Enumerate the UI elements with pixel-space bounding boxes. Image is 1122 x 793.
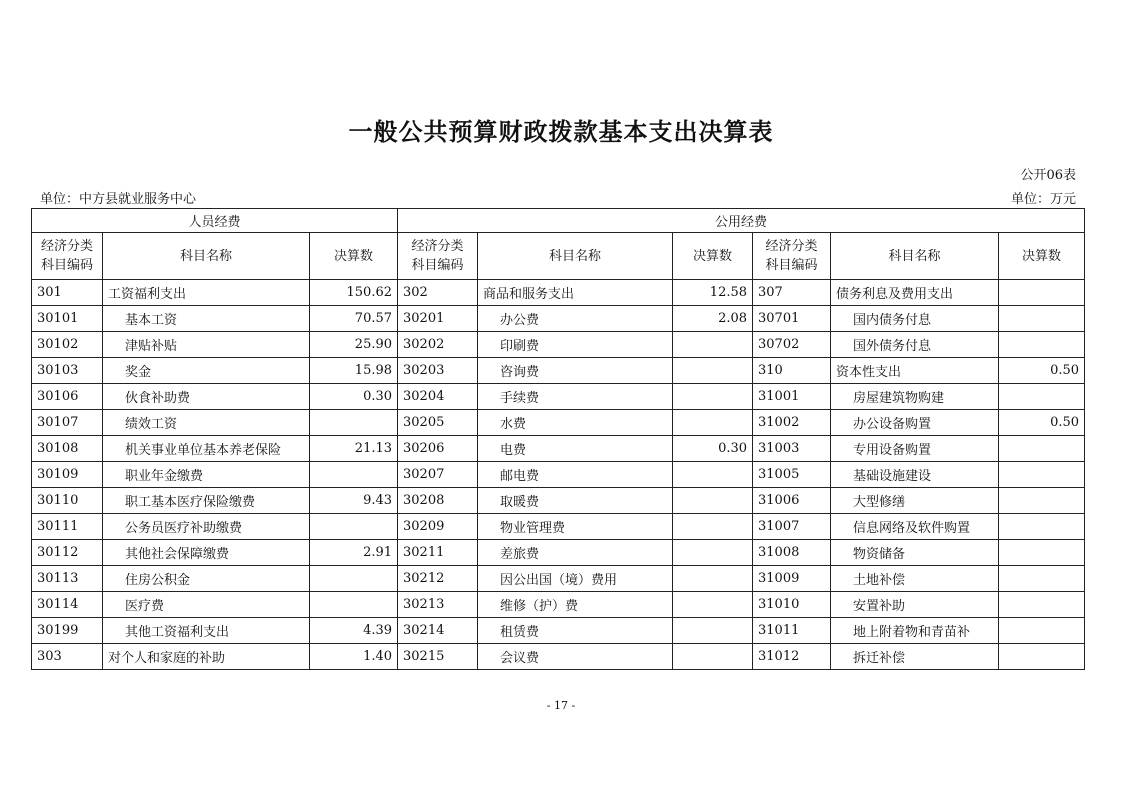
amount-cell — [673, 462, 753, 488]
form-number: 公开06表 — [1020, 168, 1076, 183]
amount-cell — [999, 280, 1085, 306]
code-cell: 30204 — [398, 384, 478, 410]
amount-cell — [310, 462, 398, 488]
code-cell: 30208 — [398, 488, 478, 514]
header-name: 科目名称 — [831, 233, 999, 280]
amount-cell — [673, 488, 753, 514]
item-name-cell: 国外债务付息 — [831, 332, 999, 358]
amount-cell — [673, 540, 753, 566]
code-cell: 30103 — [32, 358, 103, 384]
amount-cell: 25.90 — [310, 332, 398, 358]
code-cell: 30201 — [398, 306, 478, 332]
header-amount: 决算数 — [999, 233, 1085, 280]
code-cell: 31001 — [753, 384, 831, 410]
table-row — [32, 540, 1085, 566]
section-personnel: 人员经费 — [32, 209, 398, 233]
item-name-cell: 咨询费 — [478, 358, 673, 384]
item-name-cell: 物资储备 — [831, 540, 999, 566]
code-cell: 31005 — [753, 462, 831, 488]
table-row — [32, 488, 1085, 514]
amount-cell — [673, 358, 753, 384]
item-name-cell: 机关事业单位基本养老保险 — [103, 436, 310, 462]
item-name-cell: 办公费 — [478, 306, 673, 332]
amount-cell: 0.30 — [673, 436, 753, 462]
item-name-cell: 其他工资福利支出 — [103, 618, 310, 644]
header-code: 经济分类 科目编码 — [753, 233, 831, 280]
amount-cell: 4.39 — [310, 618, 398, 644]
table-row — [32, 618, 1085, 644]
table-row — [32, 462, 1085, 488]
table-row — [32, 436, 1085, 462]
code-cell: 307 — [753, 280, 831, 306]
table-row — [32, 644, 1085, 670]
amount-cell — [999, 384, 1085, 410]
amount-cell: 2.91 — [310, 540, 398, 566]
amount-cell: 2.08 — [673, 306, 753, 332]
code-cell: 30212 — [398, 566, 478, 592]
table-row — [32, 566, 1085, 592]
code-cell: 30207 — [398, 462, 478, 488]
code-cell: 30102 — [32, 332, 103, 358]
code-cell: 30107 — [32, 410, 103, 436]
header-name: 科目名称 — [103, 233, 310, 280]
item-name-cell: 职工基本医疗保险缴费 — [103, 488, 310, 514]
amount-cell — [999, 514, 1085, 540]
code-cell: 30110 — [32, 488, 103, 514]
code-cell: 30106 — [32, 384, 103, 410]
section-public: 公用经费 — [398, 209, 1085, 233]
item-name-cell: 资本性支出 — [831, 358, 999, 384]
code-cell: 30113 — [32, 566, 103, 592]
code-cell: 30112 — [32, 540, 103, 566]
amount-cell — [999, 644, 1085, 670]
table-row — [32, 332, 1085, 358]
page-number: - 17 - — [546, 699, 576, 712]
code-cell: 301 — [32, 280, 103, 306]
code-cell: 31008 — [753, 540, 831, 566]
item-name-cell: 房屋建筑物购建 — [831, 384, 999, 410]
code-cell: 30199 — [32, 618, 103, 644]
code-cell: 31009 — [753, 566, 831, 592]
item-name-cell: 伙食补助费 — [103, 384, 310, 410]
code-cell: 31006 — [753, 488, 831, 514]
amount-cell — [999, 436, 1085, 462]
amount-cell: 1.40 — [310, 644, 398, 670]
amount-cell — [999, 332, 1085, 358]
code-cell: 31011 — [753, 618, 831, 644]
item-name-cell: 水费 — [478, 410, 673, 436]
amount-cell — [999, 540, 1085, 566]
header-name: 科目名称 — [478, 233, 673, 280]
code-cell: 31012 — [753, 644, 831, 670]
item-name-cell: 基本工资 — [103, 306, 310, 332]
item-name-cell: 维修（护）费 — [478, 592, 673, 618]
code-cell: 30701 — [753, 306, 831, 332]
code-cell: 30202 — [398, 332, 478, 358]
code-cell: 30206 — [398, 436, 478, 462]
amount-cell: 12.58 — [673, 280, 753, 306]
amount-cell — [673, 410, 753, 436]
header-amount: 决算数 — [673, 233, 753, 280]
item-name-cell: 工资福利支出 — [103, 280, 310, 306]
code-cell: 31007 — [753, 514, 831, 540]
code-cell: 31010 — [753, 592, 831, 618]
item-name-cell: 津贴补贴 — [103, 332, 310, 358]
item-name-cell: 奖金 — [103, 358, 310, 384]
amount-cell — [673, 618, 753, 644]
code-cell: 303 — [32, 644, 103, 670]
item-name-cell: 安置补助 — [831, 592, 999, 618]
amount-cell: 15.98 — [310, 358, 398, 384]
code-cell: 30101 — [32, 306, 103, 332]
item-name-cell: 债务利息及费用支出 — [831, 280, 999, 306]
item-name-cell: 物业管理费 — [478, 514, 673, 540]
item-name-cell: 大型修缮 — [831, 488, 999, 514]
code-cell: 30108 — [32, 436, 103, 462]
table-row — [32, 280, 1085, 306]
expenditure-table — [31, 208, 1085, 670]
item-name-cell: 拆迁补偿 — [831, 644, 999, 670]
header-code: 经济分类 科目编码 — [398, 233, 478, 280]
item-name-cell: 医疗费 — [103, 592, 310, 618]
item-name-cell: 手续费 — [478, 384, 673, 410]
amount-cell — [310, 410, 398, 436]
item-name-cell: 基础设施建设 — [831, 462, 999, 488]
item-name-cell: 国内债务付息 — [831, 306, 999, 332]
amount-cell — [310, 514, 398, 540]
item-name-cell: 住房公积金 — [103, 566, 310, 592]
amount-cell — [999, 618, 1085, 644]
amount-cell — [673, 592, 753, 618]
amount-cell — [999, 462, 1085, 488]
item-name-cell: 会议费 — [478, 644, 673, 670]
code-cell: 30702 — [753, 332, 831, 358]
code-cell: 30209 — [398, 514, 478, 540]
item-name-cell: 租赁费 — [478, 618, 673, 644]
code-cell: 302 — [398, 280, 478, 306]
amount-cell: 70.57 — [310, 306, 398, 332]
item-name-cell: 取暖费 — [478, 488, 673, 514]
amount-cell — [673, 644, 753, 670]
amount-cell — [310, 566, 398, 592]
page-title: 一般公共预算财政拨款基本支出决算表 — [348, 117, 774, 146]
item-name-cell: 对个人和家庭的补助 — [103, 644, 310, 670]
table-row — [32, 592, 1085, 618]
amount-cell — [999, 592, 1085, 618]
amount-cell — [673, 332, 753, 358]
amount-cell: 0.30 — [310, 384, 398, 410]
amount-cell: 150.62 — [310, 280, 398, 306]
item-name-cell: 商品和服务支出 — [478, 280, 673, 306]
table-row — [32, 384, 1085, 410]
item-name-cell: 其他社会保障缴费 — [103, 540, 310, 566]
item-name-cell: 办公设备购置 — [831, 410, 999, 436]
code-cell: 30214 — [398, 618, 478, 644]
column-header-row — [32, 233, 1085, 280]
table-row — [32, 410, 1085, 436]
item-name-cell: 土地补偿 — [831, 566, 999, 592]
amount-cell — [999, 566, 1085, 592]
item-name-cell: 绩效工资 — [103, 410, 310, 436]
item-name-cell: 电费 — [478, 436, 673, 462]
code-cell: 30211 — [398, 540, 478, 566]
amount-cell: 9.43 — [310, 488, 398, 514]
table-row — [32, 514, 1085, 540]
amount-cell — [310, 592, 398, 618]
code-cell: 30205 — [398, 410, 478, 436]
code-cell: 30203 — [398, 358, 478, 384]
code-cell: 30213 — [398, 592, 478, 618]
table-row — [32, 306, 1085, 332]
currency-unit: 单位：万元 — [1010, 192, 1076, 207]
amount-cell: 0.50 — [999, 410, 1085, 436]
item-name-cell: 差旅费 — [478, 540, 673, 566]
item-name-cell: 专用设备购置 — [831, 436, 999, 462]
item-name-cell: 印刷费 — [478, 332, 673, 358]
amount-cell — [999, 306, 1085, 332]
item-name-cell: 地上附着物和青苗补 — [831, 618, 999, 644]
amount-cell: 21.13 — [310, 436, 398, 462]
amount-cell — [673, 566, 753, 592]
amount-cell: 0.50 — [999, 358, 1085, 384]
item-name-cell: 职业年金缴费 — [103, 462, 310, 488]
amount-cell — [999, 488, 1085, 514]
section-header-row — [32, 209, 1085, 233]
item-name-cell: 邮电费 — [478, 462, 673, 488]
code-cell: 30109 — [32, 462, 103, 488]
reporting-unit: 单位：中方县就业服务中心 — [40, 192, 197, 207]
header-code: 经济分类 科目编码 — [32, 233, 103, 280]
code-cell: 30114 — [32, 592, 103, 618]
code-cell: 31003 — [753, 436, 831, 462]
code-cell: 310 — [753, 358, 831, 384]
code-cell: 30215 — [398, 644, 478, 670]
item-name-cell: 信息网络及软件购置 — [831, 514, 999, 540]
header-amount: 决算数 — [310, 233, 398, 280]
code-cell: 30111 — [32, 514, 103, 540]
code-cell: 31002 — [753, 410, 831, 436]
table-row — [32, 358, 1085, 384]
amount-cell — [673, 514, 753, 540]
item-name-cell: 因公出国（境）费用 — [478, 566, 673, 592]
item-name-cell: 公务员医疗补助缴费 — [103, 514, 310, 540]
amount-cell — [673, 384, 753, 410]
